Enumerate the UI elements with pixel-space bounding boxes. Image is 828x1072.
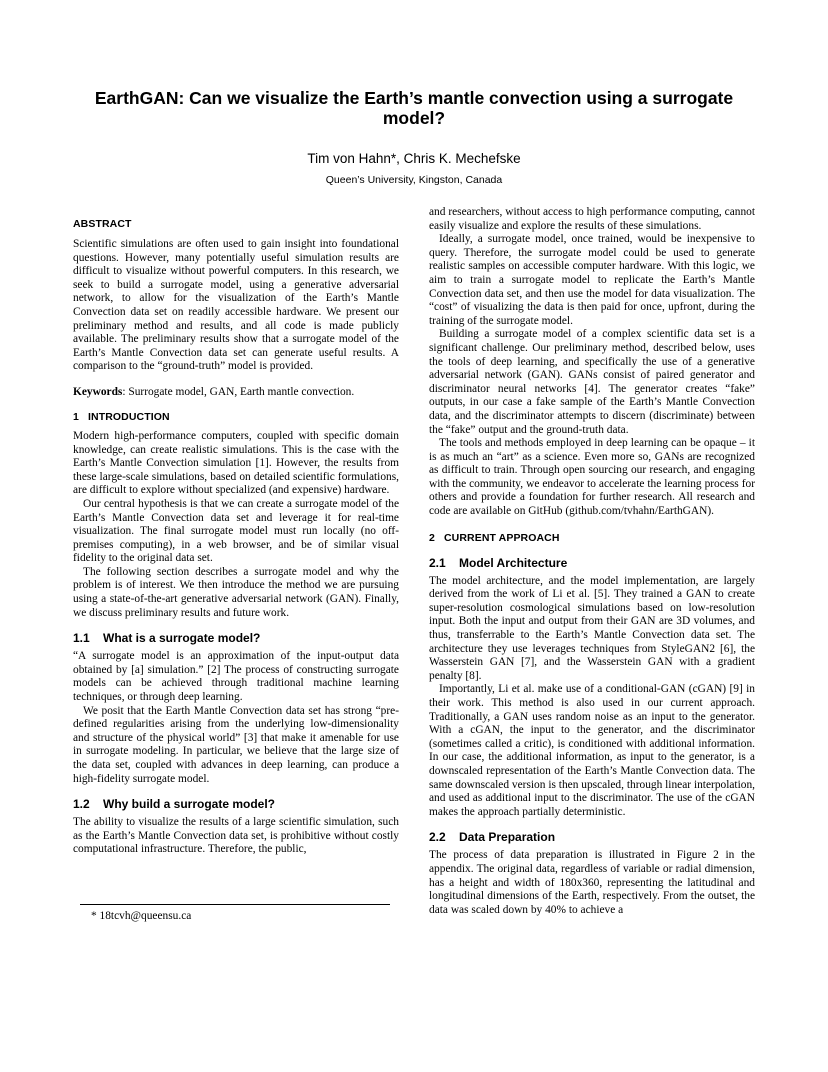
subsection-heading-1-2 xyxy=(73,797,399,811)
surrogate-paragraph-1: “A surrogate model is an approximation of the input-output data obtained by [a] simulation.” [2] The process of constructing surrogate models can be achieved through traditional machine learning techniques, or through deep learning. xyxy=(73,650,399,704)
why-paragraph-2: Ideally, a surrogate model, once trained, would be inexpensive to query. Therefore, the surrogate model could be used to generate realistic samples on accessible computer hardware. With this logic, we aim to train a surrogate model to replicate the Earth’s Mantle Convection data set, and then use the model for data visualization. The “cost” of visualizing the data is then paid for once, upfront, during the training of the surrogate model. xyxy=(429,233,755,327)
why-paragraph-continued: and researchers, without access to high performance computing, cannot easily visualize and explore the results of these simulations. xyxy=(429,206,755,232)
footnote: * 18tcvh@queensu.ca xyxy=(91,910,192,922)
subsection-heading-1-1 xyxy=(73,631,399,645)
architecture-paragraph-1: The model architecture, and the model implementation, are largely derived from the work of Li et al. [5]. They trained a GAN to create super-resolution cosmological simulations based on low-resolution input. Both the input and output from their GAN are 3D volumes, and thus, transferrable to the Earth’s Mantle Convection data set. The architecture they use leverages techniques from StyleGAN2 [6], the Wasserstein GAN [7], and the Wasserstein GAN with a gradient penalty [8]. xyxy=(429,574,755,682)
subsection-title: Why build a surrogate model? xyxy=(103,797,276,812)
keywords xyxy=(73,386,399,398)
abstract-text: Scientific simulations are often used to gain insight into foundational questions. However, many potentially useful simulation results are difficult to visualize without powerful computers. In this research, we seek to build a surrogate model, using a generative adversarial network, to allow for the visualization of the Earth’s Mantle Convection data set on readily accessible hardware. We present our preliminary method and results, and all code is made publicly available. The preliminary results show that a surrogate model of the Earth’s Mantle Convection data set can generate useful results. A comparison to the “ground-truth” model is provided. xyxy=(73,238,399,373)
subsection-number: 2.1 xyxy=(429,555,446,570)
paper-authors: Tim von Hahn*, Chris K. Mechefske xyxy=(307,151,521,166)
subsection-title: Model Architecture xyxy=(459,555,568,570)
data-prep-paragraph-1: The process of data preparation is illustrated in Figure 2 in the appendix. The original data, regardless of variable or radial dimension, has a height and width of 180x360, representing the latitudinal and longitudinal dimensions of the Earth, respectively. From the outset, the data was scaled down by 40% to achieve a xyxy=(429,849,755,916)
abstract-heading: ABSTRACT xyxy=(73,218,132,230)
intro-paragraph-2: Our central hypothesis is that we can create a surrogate model of the Earth’s Mantle Convection data set and leverage it for real-time visualization. The final surrogate model must run locally (no off-premises computing), in a web browser, and be of similar visual fidelity to the original data set. xyxy=(73,497,399,565)
why-paragraph-1: The ability to visualize the results of a large scientific simulation, such as the Earth’s Mantle Convection data set, is prohibitive without costly computational infrastructure. Therefore, the public, xyxy=(73,816,399,856)
paper-affiliation: Queen’s University, Kingston, Canada xyxy=(325,174,503,186)
subsection-heading-2-2 xyxy=(429,830,755,844)
keywords-text: : Surrogate model, GAN, Earth mantle convection. xyxy=(122,385,355,398)
subsection-number: 1.2 xyxy=(73,797,90,812)
keywords-label: Keywords xyxy=(73,385,123,398)
why-paragraph-3: Building a surrogate model of a complex scientific data set is a significant challenge. Our preliminary method, described below, uses the tools of deep learning, and specifically the use of a generative adversarial network (GAN). GANs consist of paired generator and discriminator neural networks [4]. The generator creates “fake” outputs, in our case a fake sample of the Earth’s Mantle Convection data, and the discriminator attempts to discern (discriminate) between the “fake” output and the ground-truth data. xyxy=(429,328,755,436)
left-column xyxy=(73,206,399,857)
section-heading-introduction xyxy=(73,411,399,423)
intro-paragraph-1: Modern high-performance computers, coupled with specific domain knowledge, can create realistic simulations. This is the case with the Earth’s Mantle Convection simulation [1]. However, the results from these large-scale simulations, based on detailed scientific formulations, are difficult to explore without specialized (and expensive) hardware. xyxy=(73,429,399,497)
right-column xyxy=(429,206,755,917)
footnote-rule xyxy=(80,904,390,905)
section-title: CURRENT APPROACH xyxy=(444,531,560,544)
subsection-title: Data Preparation xyxy=(459,830,556,845)
subsection-number: 1.1 xyxy=(73,631,90,646)
section-heading-current-approach xyxy=(429,532,755,544)
subsection-heading-2-1 xyxy=(429,556,755,570)
subsection-number: 2.2 xyxy=(429,830,446,845)
section-number: 2 xyxy=(429,531,435,544)
section-number: 1 xyxy=(73,410,79,423)
subsection-title: What is a surrogate model? xyxy=(103,631,261,646)
paper-title: EarthGAN: Can we visualize the Earth’s mantle convection using a surrogate model? xyxy=(94,88,734,128)
why-paragraph-4: The tools and methods employed in deep learning can be opaque – it is as much an “art” as a science. Even more so, GANs are recognized as difficult to train. Through open sourcing our research, and engaging with the community, we endeavor to accelerate the learning process for others and provide a foundation for further research. All research and code are available on GitHub (github.com/tvhahn/EarthGAN). xyxy=(429,437,755,518)
section-title: INTRODUCTION xyxy=(88,410,170,423)
intro-paragraph-3: The following section describes a surrogate model and why the problem is of interest. We then introduce the method we are pursuing using a state-of-the-art generative adversarial network (GAN). Finally, we discuss preliminary results and future work. xyxy=(73,565,399,619)
architecture-paragraph-2: Importantly, Li et al. make use of a conditional-GAN (cGAN) [9] in their work. This method is also used in our current approach. Traditionally, a GAN uses random noise as an input to the generator. With a cGAN, the input to the generator, and the discriminator (sometimes called a critic), is conditioned with additional information. In our case, the additional information, as input to the generator, is a downscaled representation of the Earth’s Mantle Convection data. The same downscaled version is then upscaled, through linear interpolation, and used as additional input to the discriminator. The use of the cGAN makes the approach partially deterministic. xyxy=(429,683,755,818)
surrogate-paragraph-2: We posit that the Earth Mantle Convection data set has strong “pre-defined regularities arising from the underlying low-dimensionality and structure of the physical world” [3] that make it amenable for use in surrogate modeling. In particular, we believe that the large size of the data set, coupled with advances in deep learning, can produce a high-fidelity surrogate model. xyxy=(73,704,399,785)
